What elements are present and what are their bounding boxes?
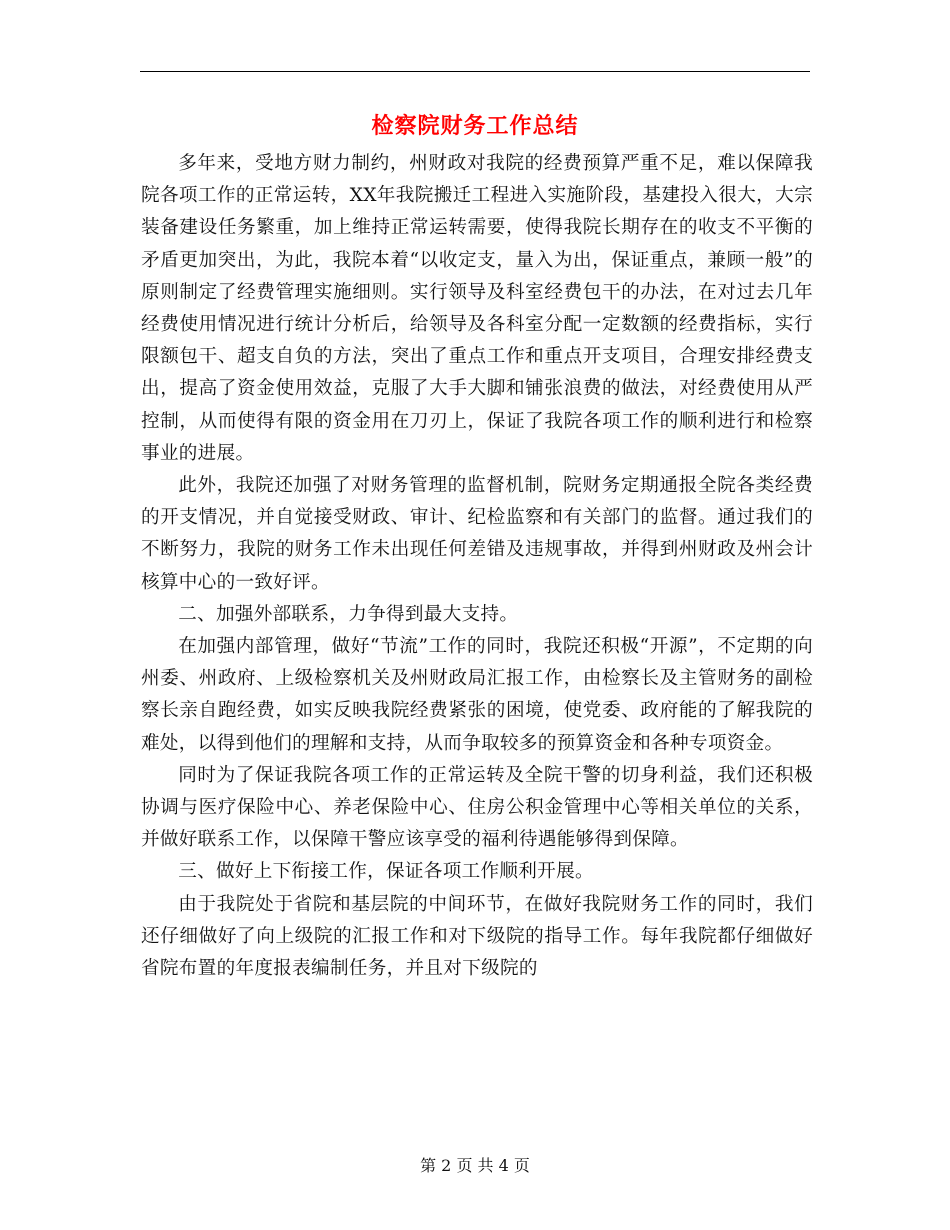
paragraph-4: 同时为了保证我院各项工作的正常运转及全院干警的切身利益，我们还积极协调与医疗保险中心、养老保险中心、住房公积金管理中心等相关单位的关系，并做好联系工作，以保障干警应该享受的福利待遇能够得到保障。 xyxy=(141,764,813,851)
paragraph-1: 多年来，受地方财力制约，州财政对我院的经费预算严重不足，难以保障我院各项工作的正常运转，XX年我院搬迁工程进入实施阶段，基建投入很大，大宗装备建设任务繁重，加上维持正常运转需要，使得我院长期存在的收支不平衡的矛盾更加突出，为此，我院本着“以收定支，量入为出，保证重点，兼顾一般”的原则制定了经费管理实施细则。实行领导及科室经费包干的办法，在对过去几年经费使用情况进行统计分析后，给领导及各科室分配一定数额的经费指标，实行限额包干、超支自负的方法，突出了重点工作和重点开支项目，合理安排经费支出，提高了资金使用效益，克服了大手大脚和铺张浪费的做法，对经费使用从严控制，从而使得有限的资金用在刀刃上，保证了我院各项工作的顺利进行和检察事业的进展。 xyxy=(141,153,813,464)
header-rule xyxy=(140,71,810,72)
document-body xyxy=(141,148,813,985)
page-number-footer: 第 2 页 共 4 页 xyxy=(420,1156,530,1175)
section-heading-3: 三、做好上下衔接工作，保证各项工作顺利开展。 xyxy=(178,861,594,883)
section-heading-2: 二、加强外部联系，力争得到最大支持。 xyxy=(178,603,519,625)
paragraph-5: 由于我院处于省院和基层院的中间环节，在做好我院财务工作的同时，我们还仔细做好了向上级院的汇报工作和对下级院的指导工作。每年我院都仔细做好省院布置的年度报表编制任务，并且对下级院的 xyxy=(141,893,813,980)
paragraph-3: 在加强内部管理，做好“节流”工作的同时，我院还积极“开源”，不定期的向州委、州政府、上级检察机关及州财政局汇报工作，由检察长及主管财务的副检察长亲自跑经费，如实反映我院经费紧张的困境，使党委、政府能的了解我院的难处，以得到他们的理解和支持，从而争取较多的预算资金和各种专项资金。 xyxy=(141,636,813,754)
document-title: 检察院财务工作总结 xyxy=(371,113,579,139)
paragraph-2: 此外，我院还加强了对财务管理的监督机制，院财务定期通报全院各类经费的开支情况，并自觉接受财政、审计、纪检监察和有关部门的监督。通过我们的不断努力，我院的财务工作未出现任何差错及违规事故，并得到州财政及州会计核算中心的一致好评。 xyxy=(141,475,813,593)
